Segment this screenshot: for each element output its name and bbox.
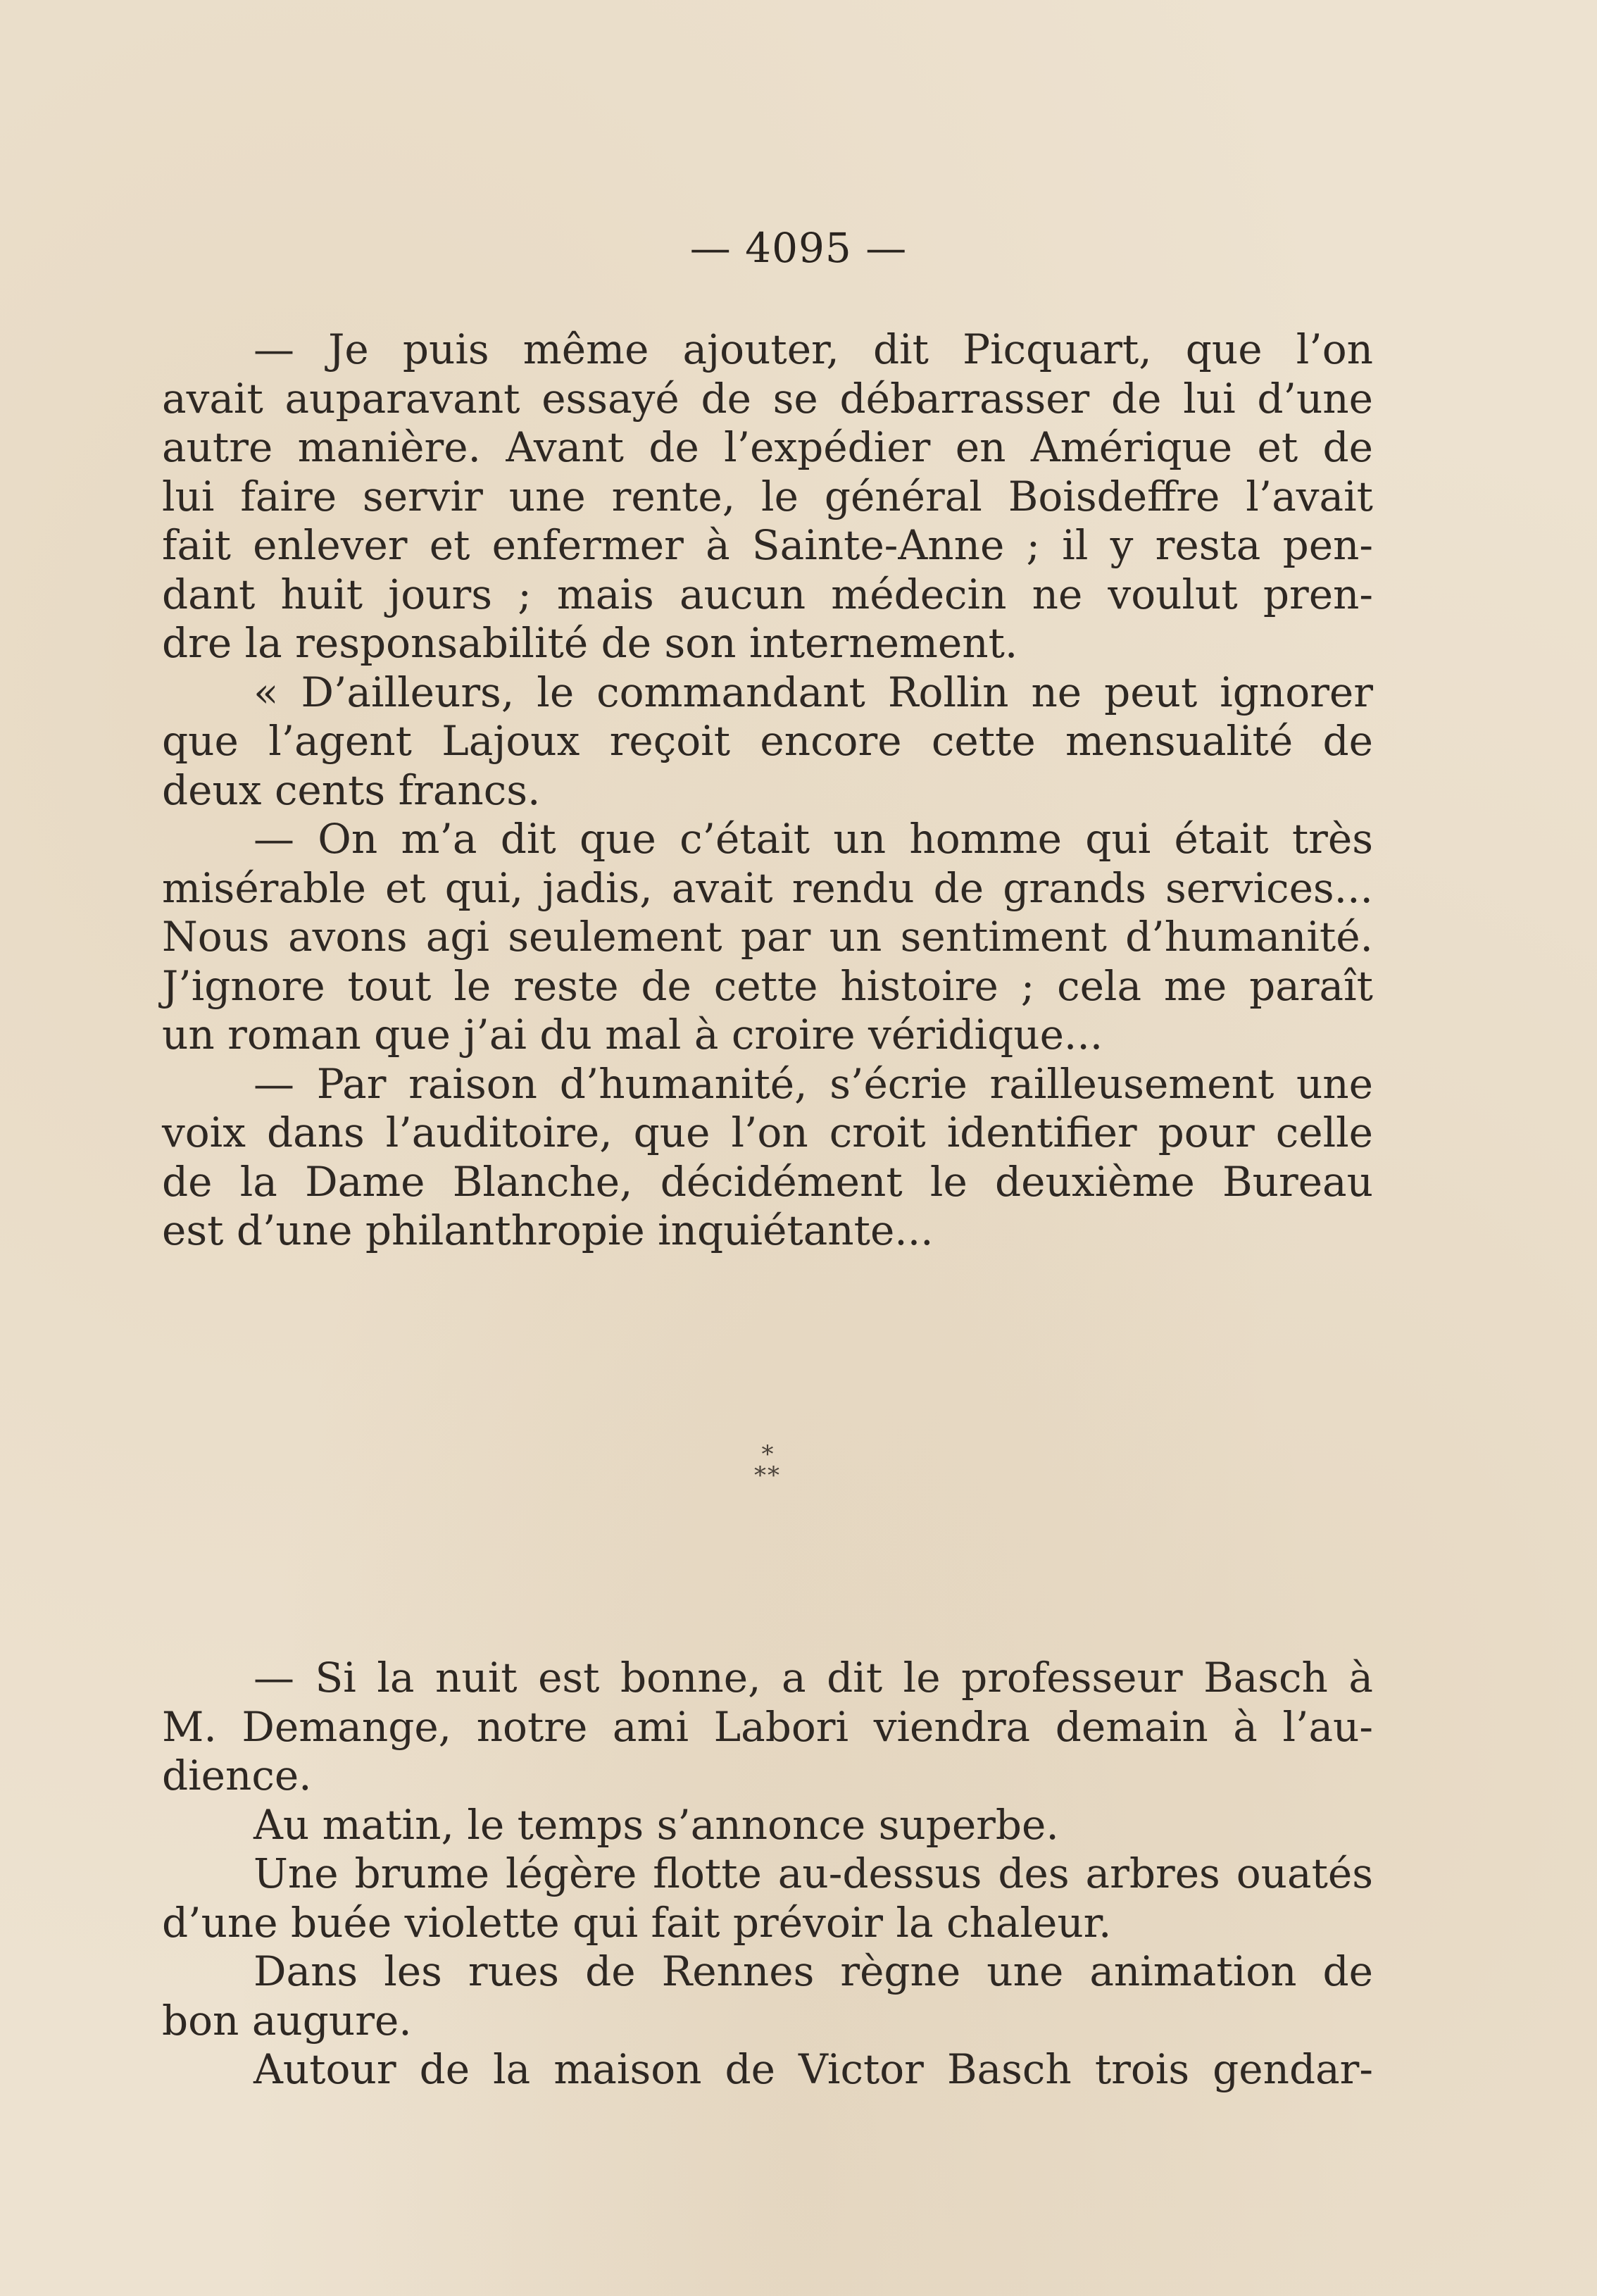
text-line: voix dans l’auditoire, que l’on croit identifier pour celle [162,1109,1373,1156]
text-line: M. Demange, notre ami Labori viendra demain à l’au- [162,1702,1373,1751]
section-separator-asterism [739,1440,796,1507]
asterism-bottom-stars: ** [754,1461,781,1490]
text-line: dant huit jours ; mais aucun médecin ne voulut pren- [162,570,1373,618]
text-block-testimony [162,325,1373,1256]
text-line: Une brume légère flotte au-dessus des arbres ouatés [253,1849,1373,1897]
text-block-morning [162,1654,1373,2095]
text-line: J’ignore tout le reste de cette histoire ; cela me paraît [162,961,1373,1010]
text-line: — Je puis même ajouter, dit Picquart, que l’on [253,325,1373,373]
text-line: un roman que j’ai du mal à croire véridique... [162,1011,1103,1059]
text-line: Dans les rues de Rennes règne une animation de [253,1947,1373,1995]
text-line: Nous avons agi seulement par un sentiment d’humanité. [162,913,1373,961]
text-line: autre manière. Avant de l’expédier en Amérique et de [162,423,1373,471]
text-line: avait auparavant essayé de se débarrasser de lui d’une [162,374,1373,423]
text-line: misérable et qui, jadis, avait rendu de grands services... [162,863,1373,912]
text-line: — Par raison d’humanité, s’écrie railleusement une [253,1059,1373,1108]
text-line: d’une buée violette qui fait prévoir la chaleur. [162,1898,1112,1947]
text-line: dience. [162,1752,312,1799]
text-line: de la Dame Blanche, décidément le deuxième Bureau [162,1157,1373,1206]
text-line: fait enlever et enfermer à Sainte-Anne ; il y resta pen- [162,521,1373,569]
text-line: lui faire servir une rente, le général Boisdeffre l’avait [162,472,1373,520]
page-number: — 4095 — [689,224,908,272]
text-line: dre la responsabilité de son internement. [162,619,1018,667]
text-line: bon augure. [162,1996,412,2045]
asterism-top-star: * [761,1440,774,1468]
text-line: que l’agent Lajoux reçoit encore cette mensualité de [162,717,1373,765]
text-line: — Si la nuit est bonne, a dit le professeur Basch à [253,1654,1373,1702]
text-line: « D’ailleurs, le commandant Rollin ne peut ignorer [253,668,1373,716]
text-line: Au matin, le temps s’annonce superbe. [253,1800,1059,1849]
text-line: — On m’a dit que c’était un homme qui était très [253,815,1373,863]
text-line: deux cents francs. [162,766,541,814]
text-line: est d’une philanthropie inquiétante... [162,1206,934,1254]
text-line: Autour de la maison de Victor Basch trois gendar- [253,2045,1373,2093]
